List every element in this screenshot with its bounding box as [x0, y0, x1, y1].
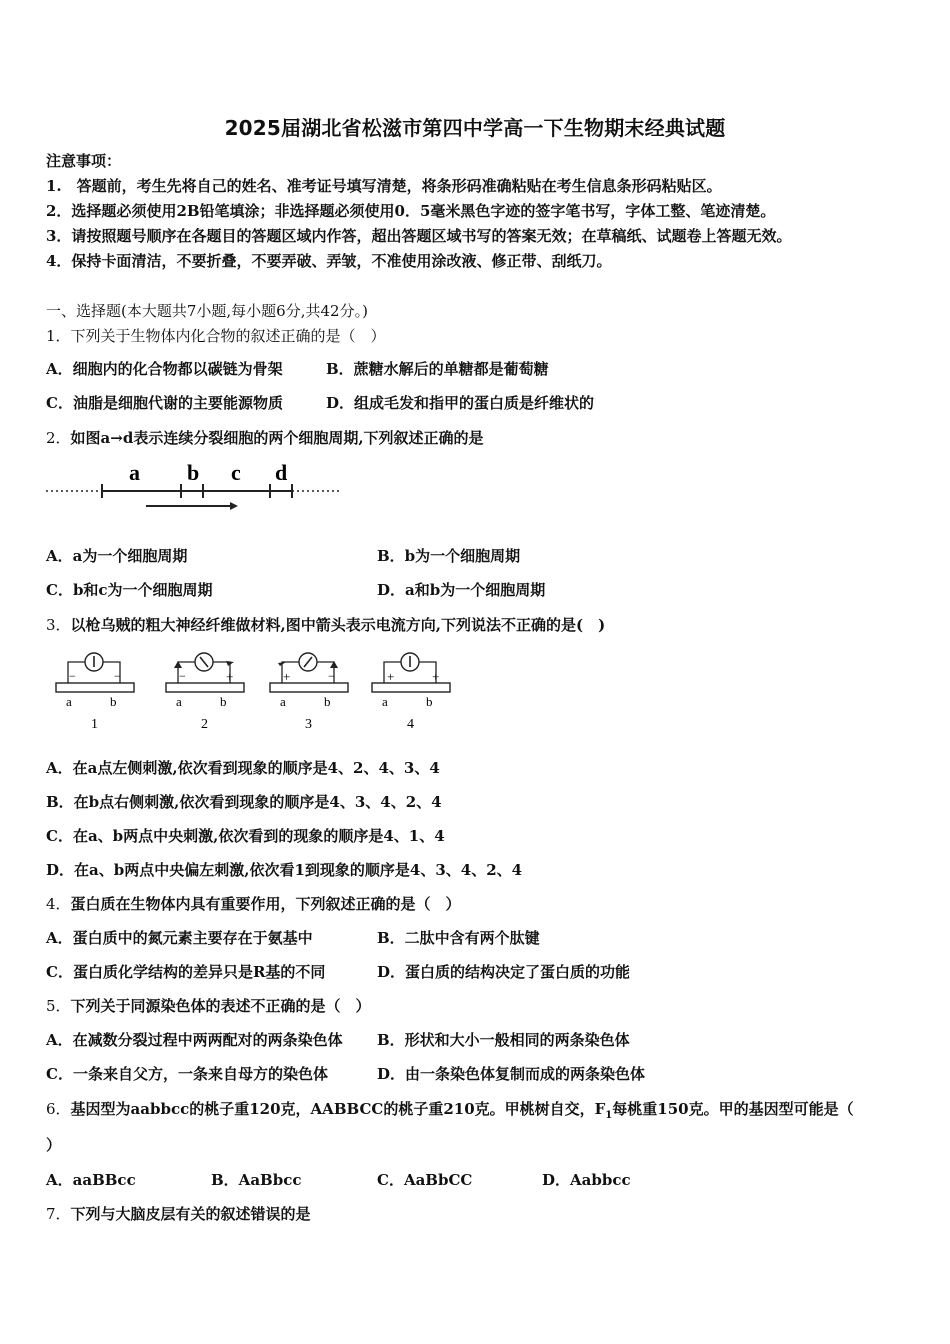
q4-option-c: C．蛋白质化学结构的差异只是R基的不同: [46, 963, 326, 981]
notice-item-2: 2．选择题必须使用2B铅笔填涂；非选择题必须使用0．5毫米黑色字迹的签字笔书写，字体工整、笔迹清楚。: [46, 202, 776, 220]
panel-number: 4: [407, 717, 414, 732]
question-4: [46, 894, 461, 914]
question-number: 6．: [46, 1100, 71, 1118]
point-a: a: [66, 694, 72, 709]
point-b: b: [110, 694, 117, 709]
q3-option-d: D．在a、b两点中央偏左刺激,依次看1到现象的顺序是4、3、4、2、4: [46, 861, 523, 879]
page-title: 2025届湖北省松滋市第四中学高一下生物期末经典试题: [224, 116, 726, 140]
q1-option-c: C．油脂是细胞代谢的主要能源物质: [46, 394, 283, 412]
notice-item-4: 4．保持卡面清洁，不要折叠，不要弄破、弄皱，不准使用涂改液、修正带、刮纸刀。: [46, 252, 612, 270]
point-b: b: [324, 694, 331, 709]
point-b: b: [426, 694, 433, 709]
left-sign: −: [69, 669, 76, 683]
question-text-part1: 基因型为aabbcc的桃子重120克，AABBCC的桃子重210克。甲桃树自交，F: [70, 1100, 606, 1118]
left-sign: +: [387, 669, 395, 684]
point-a: a: [280, 694, 286, 709]
question-5: [46, 996, 371, 1016]
q6-option-b: B．AaBbcc: [211, 1171, 302, 1189]
notice-item-3: 3．请按照题号顺序在各题目的答题区域内作答，超出答题区域书写的答案无效；在草稿纸、试题卷上答题无效。: [46, 227, 792, 245]
question-text: 下列与大脑皮层有关的叙述错误的是: [70, 1205, 311, 1223]
q4-option-d: D．蛋白质的结构决定了蛋白质的功能: [377, 963, 631, 981]
question-number: 7．: [46, 1205, 71, 1223]
question-text: 以枪乌贼的粗大神经纤维做材料,图中箭头表示电流方向,下列说法不正确的是( ): [70, 616, 606, 634]
q5-option-c: C．一条来自父方，一条来自母方的染色体: [46, 1065, 328, 1083]
q5-option-b: B．形状和大小一般相同的两条染色体: [377, 1031, 630, 1049]
notice-heading: 注意事项：: [46, 152, 122, 170]
question-2: [46, 428, 484, 448]
right-sign: +: [432, 669, 440, 684]
q2-option-a: A．a为一个细胞周期: [46, 547, 188, 565]
notice-item-1: 1. 答题前，考生先将自己的姓名、准考证号填写清楚，将条形码准确粘贴在考生信息条形码粘贴区。: [46, 177, 722, 195]
question-text: 下列关于同源染色体的表述不正确的是（ ）: [70, 997, 371, 1015]
right-sign: −: [114, 669, 121, 683]
left-sign: +: [283, 669, 291, 684]
question-number: 2．: [46, 429, 71, 447]
subscript: 1: [605, 1110, 613, 1121]
question-number: 3．: [46, 616, 71, 634]
segment-label-c: c: [231, 460, 241, 485]
panel-1: [56, 653, 134, 732]
q3-option-b: B．在b点右侧刺激,依次看到现象的顺序是4、3、4、2、4: [46, 793, 442, 811]
q3-option-a: A．在a点左侧刺激,依次看到现象的顺序是4、2、4、3、4: [46, 759, 440, 777]
question-text: 如图a→d表示连续分裂细胞的两个细胞周期,下列叙述正确的是: [70, 429, 484, 447]
q2-option-d: D．a和b为一个细胞周期: [377, 581, 546, 599]
segment-label-d: d: [275, 460, 288, 485]
panel-number: 2: [201, 717, 208, 732]
question-1: [46, 326, 386, 346]
point-a: a: [382, 694, 388, 709]
question-number: 4．: [46, 895, 71, 913]
right-sign: −: [328, 669, 335, 683]
question-3: [46, 615, 605, 635]
question-6-continuation: ）: [46, 1136, 62, 1154]
q2-option-b: B．b为一个细胞周期: [377, 547, 521, 565]
panel-3: [270, 653, 348, 732]
q3-option-c: C．在a、b两点中央刺激,依次看到的现象的顺序是4、1、4: [46, 827, 445, 845]
cell-cycle-figure: [46, 455, 342, 515]
question-number: 1．: [46, 327, 71, 345]
point-b: b: [220, 694, 227, 709]
segment-label-b: b: [187, 460, 200, 485]
left-sign: −: [179, 669, 186, 683]
q2-option-c: C．b和c为一个细胞周期: [46, 581, 213, 599]
q5-option-a: A．在减数分裂过程中两两配对的两条染色体: [46, 1031, 343, 1049]
nerve-fiber-figure: [50, 648, 470, 738]
segment-label-a: a: [129, 460, 140, 485]
panel-number: 1: [91, 717, 98, 732]
section-heading: 一、选择题(本大题共7小题,每小题6分,共42分。): [46, 302, 368, 320]
q6-option-d: D．Aabbcc: [542, 1171, 631, 1189]
panel-2: [166, 653, 244, 732]
panel-4: [372, 653, 450, 732]
q5-option-d: D．由一条染色体复制而成的两条染色体: [377, 1065, 646, 1083]
q6-option-a: A．aaBBcc: [46, 1171, 136, 1189]
right-sign: +: [226, 669, 234, 684]
question-text-part2: 每桃重150克。甲的基因型可能是（: [612, 1100, 854, 1118]
q4-option-b: B．二肽中含有两个肽键: [377, 929, 540, 947]
q1-option-b: B．蔗糖水解后的单糖都是葡萄糖: [326, 360, 549, 378]
q4-option-a: A．蛋白质中的氮元素主要存在于氨基中: [46, 929, 313, 947]
q6-option-c: C．AaBbCC: [377, 1171, 473, 1189]
q1-option-d: D．组成毛发和指甲的蛋白质是纤维状的: [326, 394, 595, 412]
question-text: 下列关于生物体内化合物的叙述正确的是（ ）: [70, 327, 386, 345]
panel-number: 3: [305, 717, 312, 732]
question-text: 蛋白质在生物体内具有重要作用，下列叙述正确的是（ ）: [70, 895, 461, 913]
point-a: a: [176, 694, 182, 709]
question-6: [46, 1099, 854, 1126]
question-7: [46, 1204, 311, 1224]
q1-option-a: A．细胞内的化合物都以碳链为骨架: [46, 360, 283, 378]
question-number: 5．: [46, 997, 71, 1015]
